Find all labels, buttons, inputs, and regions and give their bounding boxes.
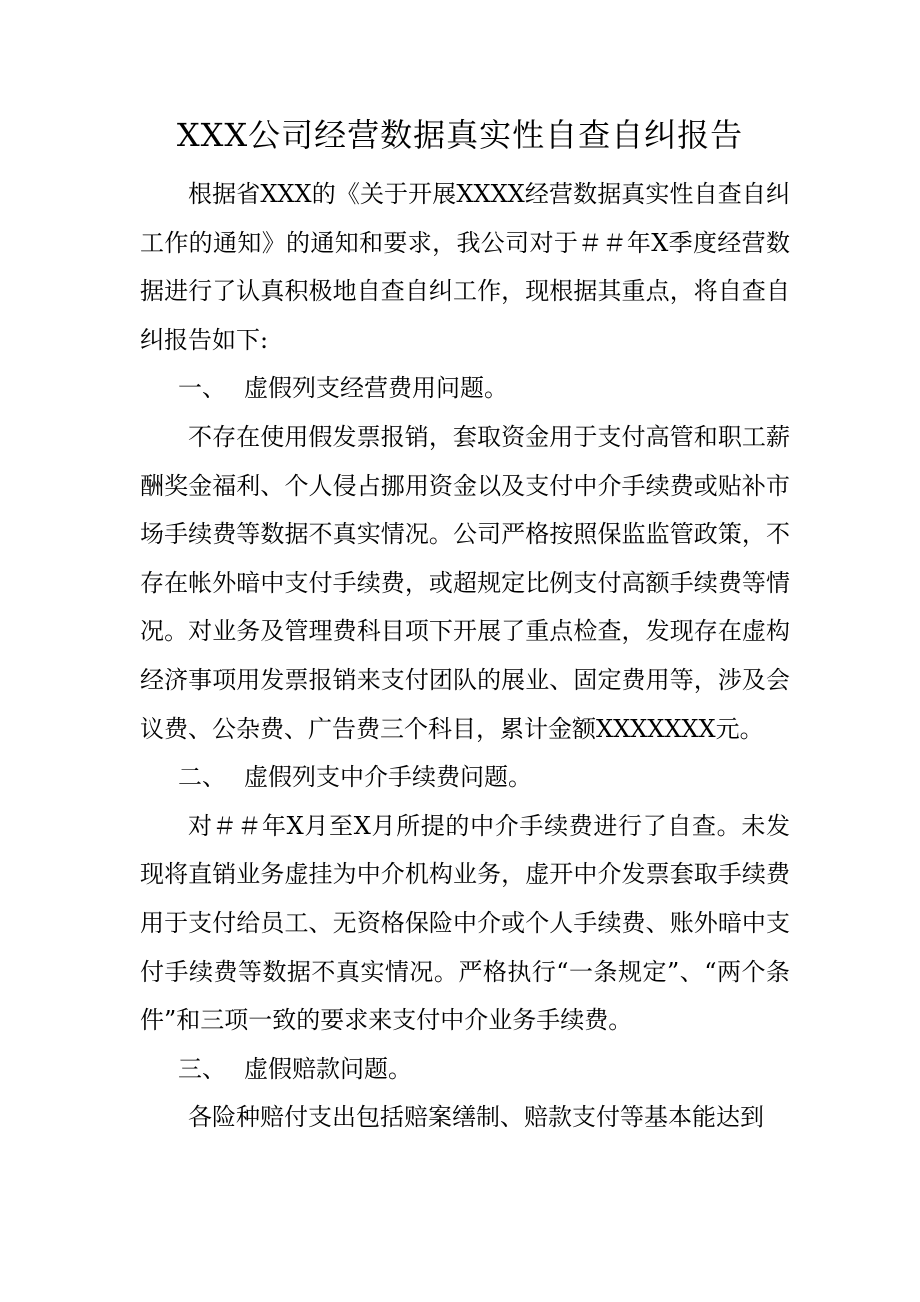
intro-paragraph: 根据省XXX的《关于开展XXXX经营数据真实性自查自纠工作的通知》的通知和要求，我公司对于＃＃年X季度经营数据进行了认真积极地自查自纠工作，现根据其重点，将自查自纠报告如下: (140, 180, 790, 354)
section-heading-2 (140, 753, 790, 802)
section-title: 虚假赔款问题。 (244, 1054, 412, 1083)
section-heading-1 (140, 364, 790, 413)
section-title: 虚假列支经营费用问题。 (244, 374, 508, 403)
section-body-3: 各险种赔付支出包括赔案缮制、赔款支付等基本能达到 (188, 1103, 764, 1132)
section-title: 虚假列支中介手续费问题。 (244, 763, 532, 792)
document-body (140, 170, 790, 1142)
section-number: 二、 (178, 763, 226, 792)
section-number: 一、 (178, 374, 226, 403)
section-heading-3 (140, 1045, 790, 1094)
section-body-1: 不存在使用假发票报销，套取资金用于支付高管和职工薪酬奖金福利、个人侵占挪用资金以及支付中介手续费或贴补市场手续费等数据不真实情况。公司严格按照保监监管政策，不存在帐外暗中支付手续费，或超规定比例支付高额手续费等情况。对业务及管理费科目项下开展了重点检查，发现存在虚构经济事项用发票报销来支付团队的展业、固定费用等，涉及会议费、公杂费、广告费三个科目，累计金额XXXXXXX元。 (140, 422, 790, 743)
document-title: XXX公司经营数据真实性自查自纠报告 (176, 116, 744, 154)
section-number: 三、 (178, 1054, 226, 1083)
section-body-2: 对＃＃年X月至X月所提的中介手续费进行了自查。未发现将直销业务虚挂为中介机构业务，虚开中介发票套取手续费用于支付给员工、无资格保险中介或个人手续费、账外暗中支付手续费等数据不真实情况。严格执行“一条规定”、“两个条件”和三项一致的要求来支付中介业务手续费。 (140, 811, 790, 1035)
